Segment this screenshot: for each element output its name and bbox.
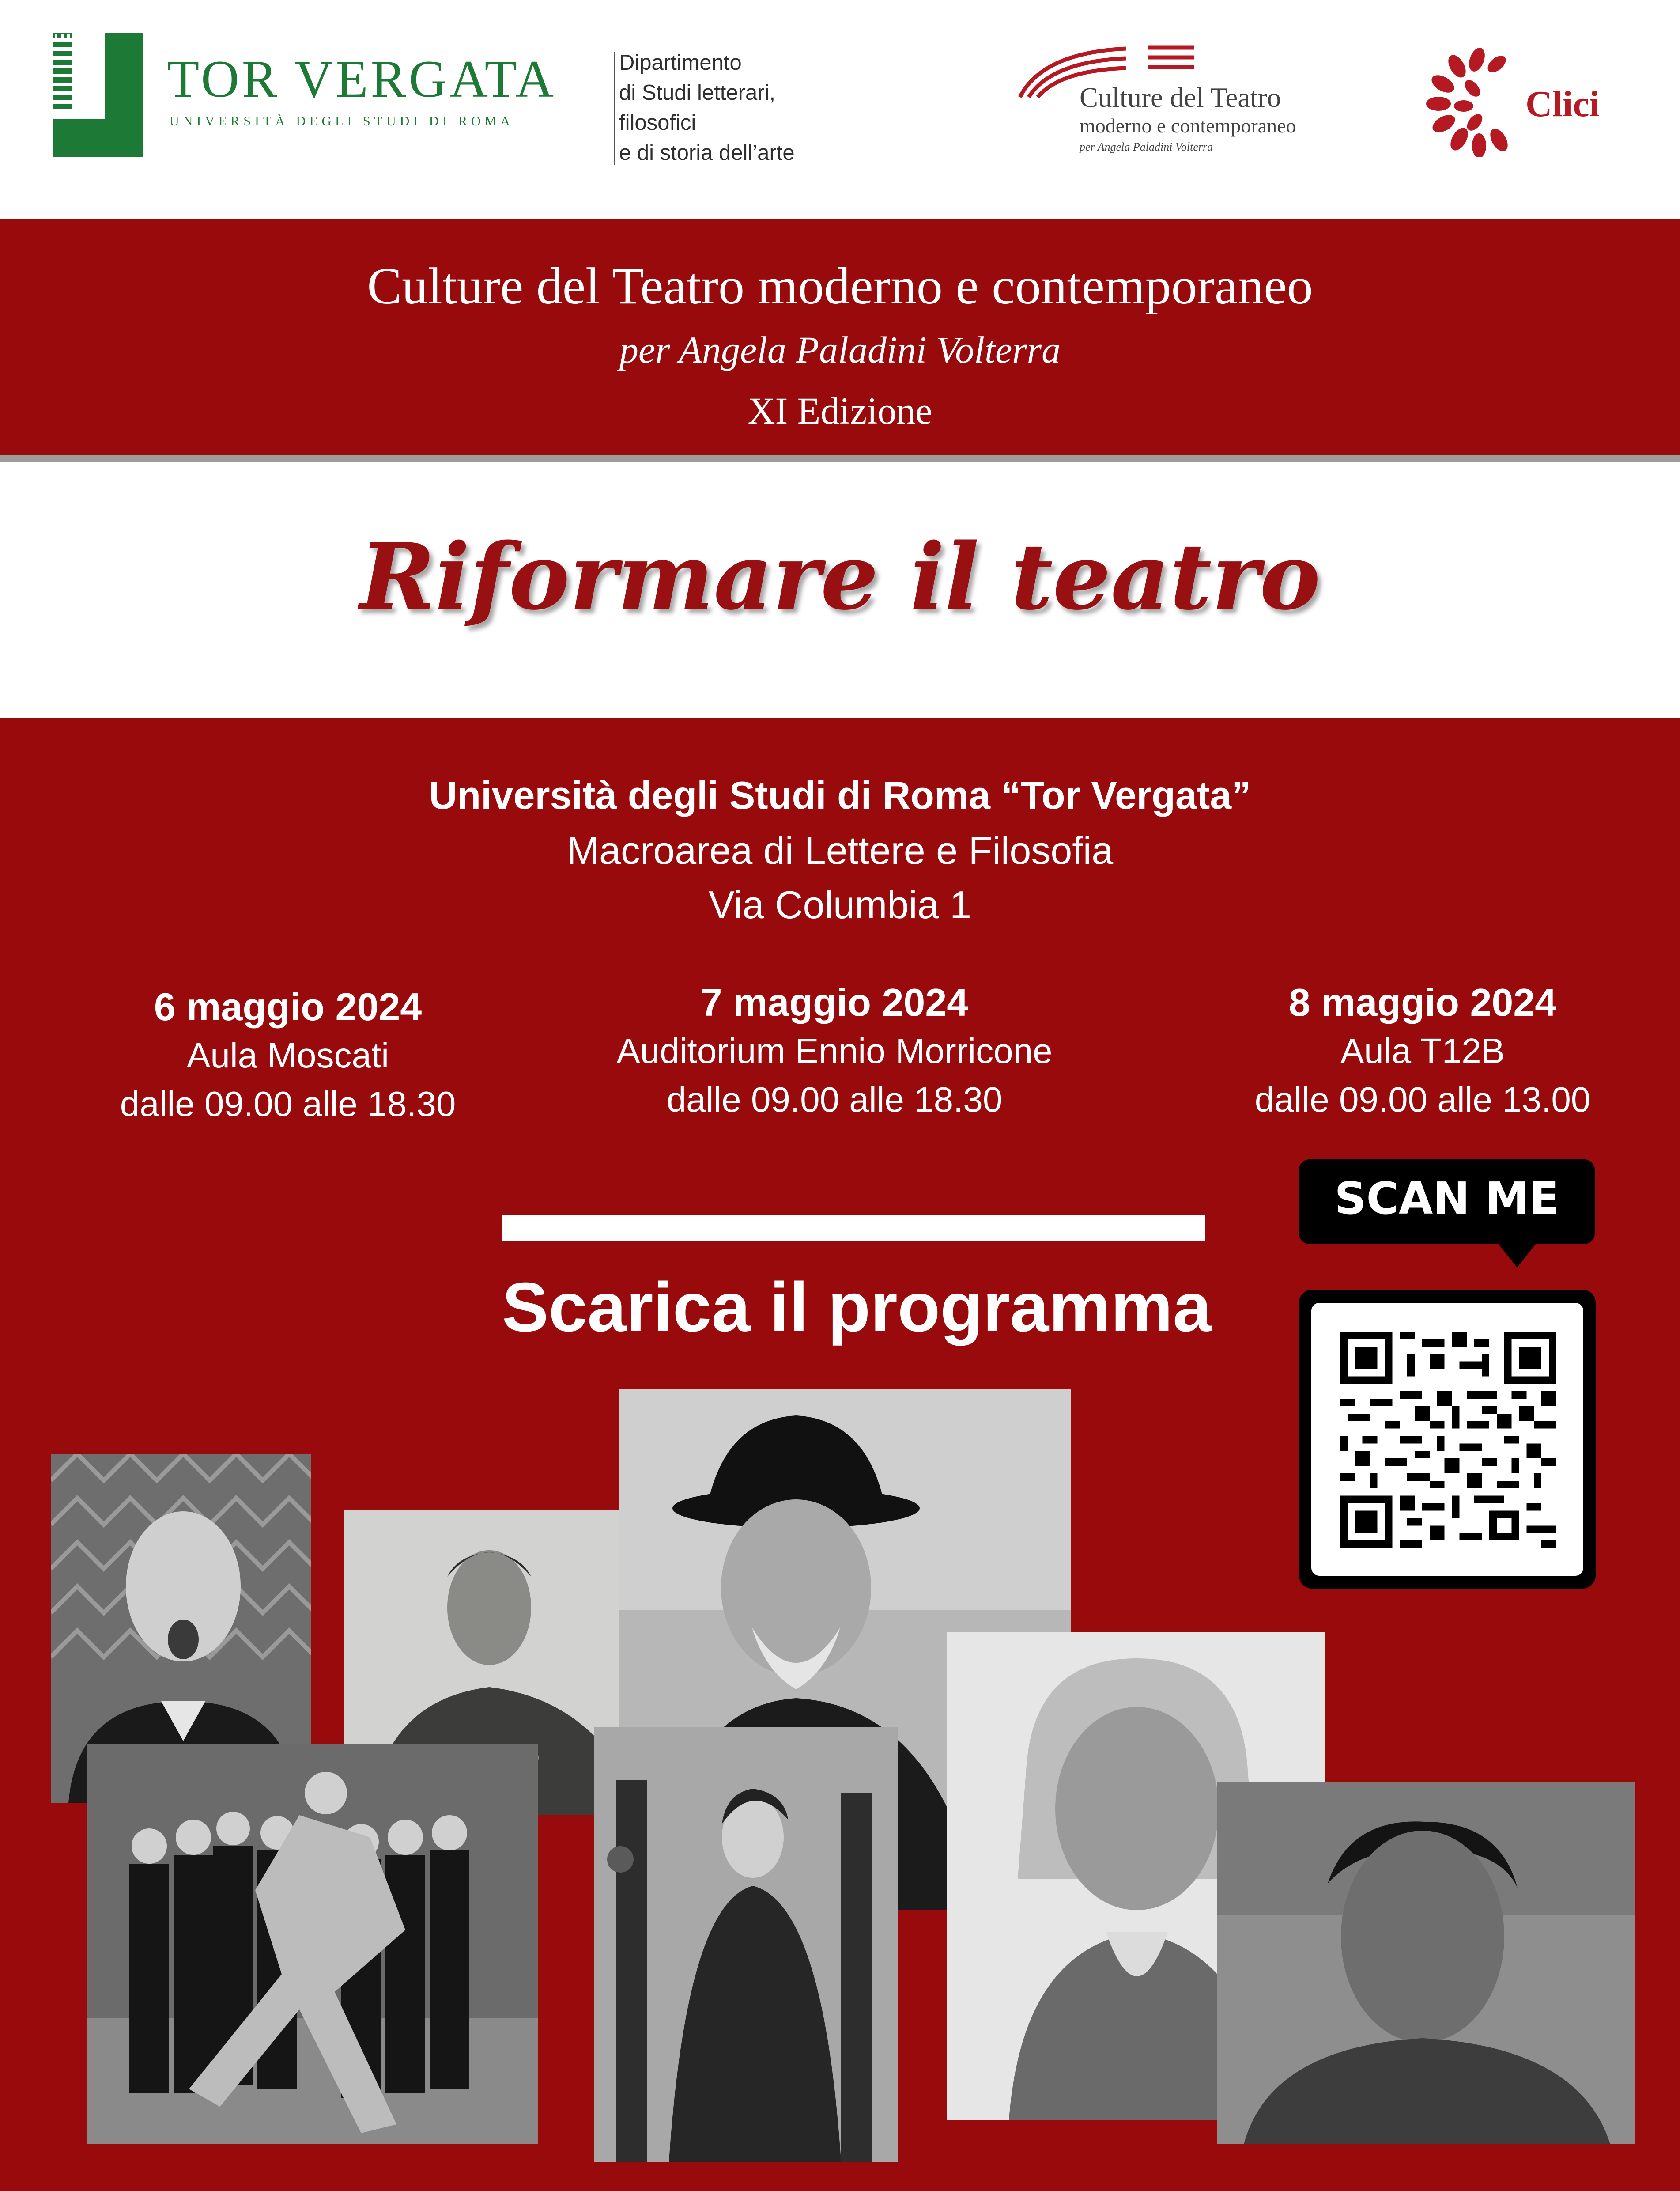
day-time: dalle 09.00 alle 18.30 xyxy=(666,1080,1003,1119)
group-photo xyxy=(87,1744,538,2144)
department-name xyxy=(619,48,795,168)
divider-bar xyxy=(502,1215,1205,1241)
clici-wreath-logo-icon xyxy=(1426,46,1528,157)
university-name: TOR VERGATA xyxy=(167,49,557,108)
day-place: Auditorium Ennio Morricone xyxy=(616,1031,1053,1071)
portrait-photo-4 xyxy=(594,1727,898,2162)
department-line: di Studi letterari, xyxy=(619,81,776,105)
day-date: 8 maggio 2024 xyxy=(1288,980,1557,1024)
banner-dedication: per Angela Paladini Volterra xyxy=(619,329,1061,371)
day-date: 6 maggio 2024 xyxy=(154,985,422,1029)
culture-logo-title: Culture del Teatro xyxy=(1080,82,1281,113)
day-place: Aula T12B xyxy=(1340,1031,1505,1071)
venue-area: Macroarea di Lettere e Filosofia xyxy=(566,829,1114,872)
day-1-schedule xyxy=(27,983,548,1128)
clici-logo-text: Clici xyxy=(1525,83,1600,125)
download-program-heading: Scarica il programma xyxy=(502,1268,1212,1346)
scan-me-bubble-tail xyxy=(1497,1242,1537,1268)
day-date: 7 maggio 2024 xyxy=(700,980,969,1024)
culture-logo-subtitle: moderno e contemporaneo xyxy=(1080,114,1296,137)
day-2-schedule xyxy=(574,978,1095,1124)
venue-address: Via Columbia 1 xyxy=(708,883,972,927)
page-title: Riformare il teatro xyxy=(359,523,1321,630)
venue-university: Università degli Studi di Roma “Tor Vergata” xyxy=(429,773,1251,817)
department-line: Dipartimento xyxy=(619,51,742,75)
banner-edition: XI Edizione xyxy=(748,390,932,432)
day-3-schedule xyxy=(1162,978,1680,1124)
day-place: Aula Moscati xyxy=(187,1036,389,1075)
tor-vergata-logo-icon xyxy=(53,33,143,157)
scan-me-label: SCAN ME xyxy=(1334,1173,1559,1224)
department-line: filosofici xyxy=(619,111,696,135)
day-time: dalle 09.00 alle 18.30 xyxy=(120,1084,456,1124)
portrait-photo-6 xyxy=(1217,1782,1635,2144)
qr-code-icon[interactable] xyxy=(1340,1332,1556,1548)
banner-title: Culture del Teatro moderno e contemporaneo xyxy=(367,257,1313,315)
day-time: dalle 09.00 alle 13.00 xyxy=(1254,1080,1591,1119)
culture-logo-dedication: per Angela Paladini Volterra xyxy=(1080,140,1213,153)
department-line: e di storia dell’arte xyxy=(619,141,795,165)
department-divider xyxy=(614,52,615,165)
university-subtitle: UNIVERSITÀ DEGLI STUDI DI ROMA xyxy=(170,114,514,129)
